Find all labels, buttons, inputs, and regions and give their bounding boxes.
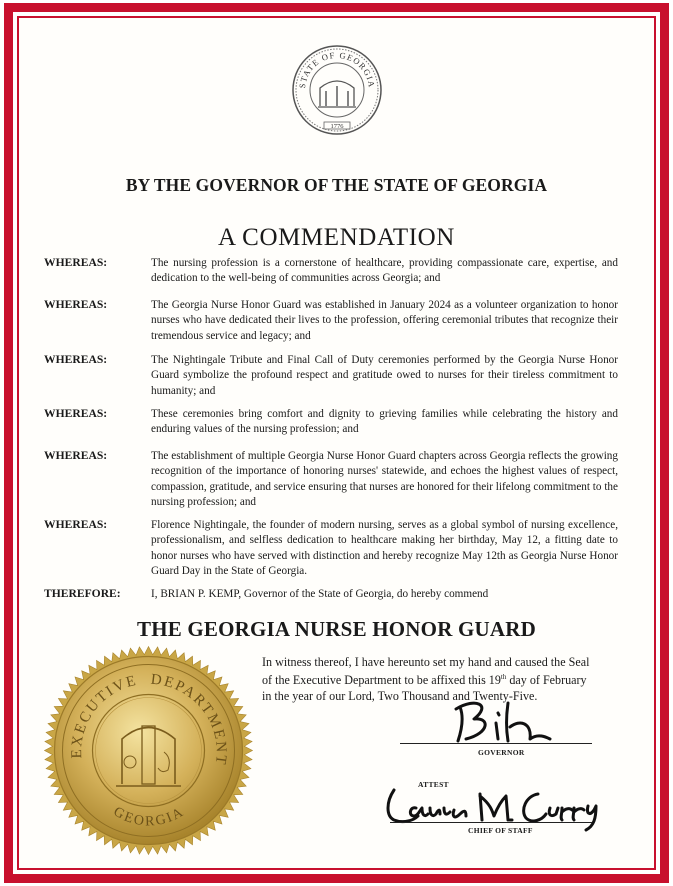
governor-caption: GOVERNOR — [478, 748, 525, 757]
clause-text: Florence Nightingale, the founder of modern nursing, serves as a global symbol of nursing excellence, professionalism, and selfless dedication to healthcare making her birthday, May 12, a fitting date to honor nurses who have served with distinction and hereby recognize May 12th as Georgia Nurse Honor Guard Day in the State of Georgia. — [151, 519, 618, 577]
seal-year: 1776 — [330, 123, 344, 130]
clause-label: WHEREAS: — [44, 449, 108, 462]
clause-label: WHEREAS: — [44, 518, 108, 531]
clause-label: THEREFORE: — [44, 587, 121, 600]
clause-label: WHEREAS: — [44, 256, 108, 269]
clause-text: I, BRIAN P. KEMP, Governor of the State of Georgia, do hereby commend — [151, 588, 489, 600]
honoree-name: THE GEORGIA NURSE HONOR GUARD — [136, 617, 537, 641]
witness-line-1: In witness thereof, I have hereunto set my hand and caused the Seal — [262, 655, 590, 669]
state-seal-icon — [291, 44, 383, 136]
governor-heading: BY THE GOVERNOR OF THE STATE OF GEORGIA — [125, 175, 548, 195]
clause-label: WHEREAS: — [44, 298, 108, 311]
clause-text: The establishment of multiple Georgia Nurse Honor Guard chapters across Georgia reflects the growing recognition of the importance of honoring nurses' statewide, and echoes the highest values of respect, compassion, gratitude, and service ensuring that nurses are honored for their lifelong commitment to the nursing profession; and — [151, 450, 618, 508]
witness-line-2-post: day of February — [506, 673, 587, 688]
seal-ring-text: STATE OF GEORGIA — [296, 49, 378, 89]
witness-line-2-sup: th — [500, 673, 507, 682]
governor-signature-icon — [446, 693, 586, 753]
clause-label: WHEREAS: — [44, 407, 108, 420]
chief-of-staff-signature-line — [390, 822, 592, 823]
clause-text: The nursing profession is a cornerstone of healthcare, providing compassionate care, expertise, and dedication to the well-being of communities across Georgia; and — [151, 257, 618, 285]
governor-signature-line — [400, 743, 592, 744]
clause-text: These ceremonies bring comfort and dignity to grieving families while celebrating the history and enduring values of the nursing profession; and — [151, 408, 618, 436]
chief-of-staff-caption: CHIEF OF STAFF — [468, 826, 533, 835]
witness-line-2-pre: of the Executive Department to be affixed this 19 — [262, 673, 501, 688]
chief-of-staff-signature-icon — [380, 780, 625, 832]
witness-line-2 — [262, 670, 622, 688]
attest-label: ATTEST — [418, 780, 449, 789]
clause-text: The Nightingale Tribute and Final Call of Duty ceremonies performed by the Georgia Nurse Honor Guard symbolize the profound respect and gratitude owed to nurses for their tireless commitment to humanity; and — [151, 354, 618, 397]
executive-department-gold-seal-icon — [42, 644, 255, 857]
clause-label: WHEREAS: — [44, 353, 108, 366]
witness-line-3: in the year of our Lord, Two Thousand and Twenty-Five. — [262, 688, 538, 703]
clause-text: The Georgia Nurse Honor Guard was established in January 2024 as a volunteer organization to honor nurses who have dedicated their lives to the profession, offering ceremonial tributes that recognize their tremendous service and legacy; and — [151, 299, 618, 342]
gold-seal-text-left: EXECUTIVE — [69, 672, 140, 759]
document-title: A COMMENDATION — [218, 224, 455, 251]
gold-seal-text-bottom: GEORGIA — [110, 804, 188, 830]
gold-seal-text-right: DEPARTMENT — [149, 671, 230, 767]
